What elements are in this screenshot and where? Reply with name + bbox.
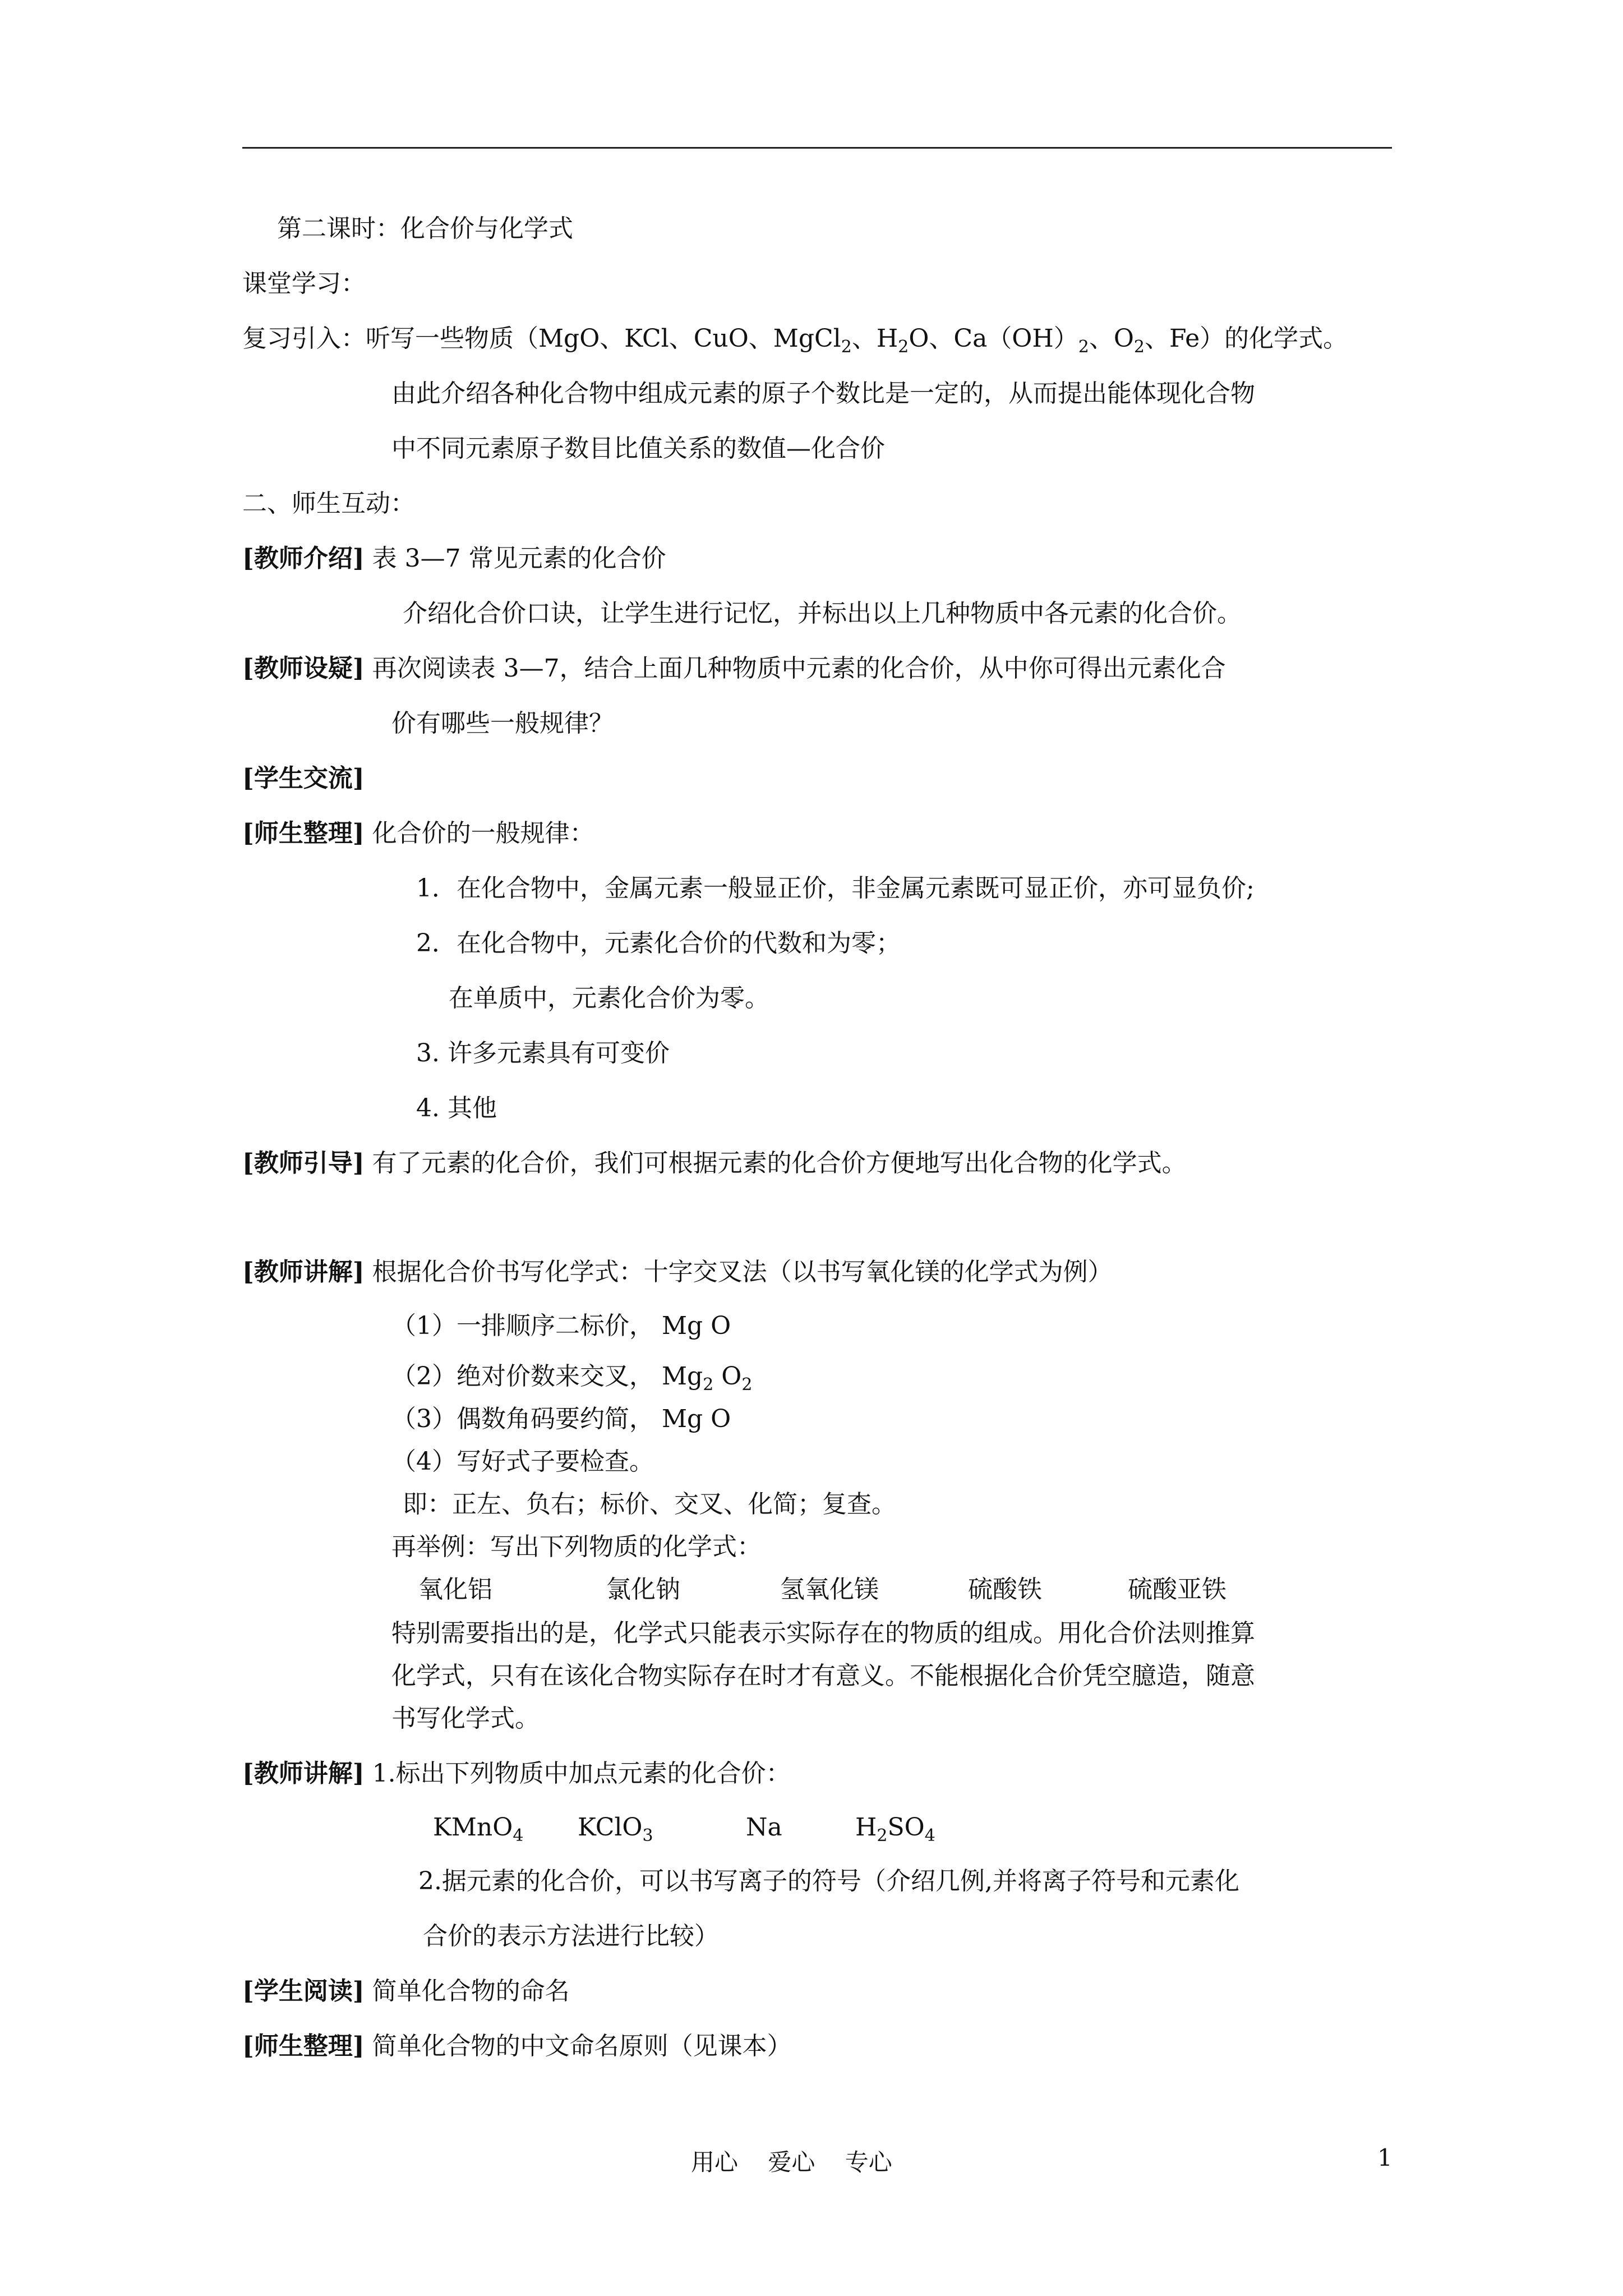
note-line: 书写化学式。: [391, 1704, 540, 1733]
review-label: 复习引入：: [242, 324, 366, 353]
tag-label: [教师讲解]: [242, 1759, 365, 1788]
note-line: 化学式，只有在该化合物实际存在时才有意义。不能根据化合价凭空臆造，随意: [391, 1662, 1255, 1690]
compound-formula: $H_2SO_4$: [855, 1813, 935, 1846]
rule-item: 1．在化合物中，金属元素一般显正价，非金属元素既可显正价，亦可显负价;: [416, 874, 1255, 903]
student-exchange: [242, 763, 365, 794]
review-line-2: 由此介绍各种化合物中组成元素的原子个数比是一定的，从而提出能体现化合物: [391, 379, 1255, 408]
example-item: 硫酸铁: [968, 1575, 1042, 1604]
teacher-guide: [242, 1148, 1187, 1179]
example-item: 氢氧化镁: [780, 1575, 879, 1604]
compound-formula: KClO$_3$: [578, 1813, 653, 1846]
rule-item: 4. 其他: [416, 1094, 497, 1122]
teacher-explain-2-text: 1.标出下列物质中加点元素的化合价：: [372, 1759, 791, 1788]
rule-item: 2．在化合物中，元素化合价的代数和为零；: [416, 929, 901, 958]
tag-label: [教师讲解]: [242, 1258, 365, 1286]
item-2-line-1: 2.据元素的化合价，可以书写离子的符号（介绍几例,并将离子符号和元素化: [418, 1867, 1239, 1895]
student-read-text: 简单化合物的命名: [372, 1977, 570, 2005]
summary-2: [242, 2031, 792, 2062]
example-list: [418, 1574, 1227, 1605]
step-2: （2）绝对价数来交叉， $Mg_2$ $O_2$: [391, 1362, 753, 1395]
tag-label: [师生整理]: [242, 819, 365, 848]
rule-item: 3. 许多元素具有可变价: [416, 1039, 670, 1068]
header-rule: [242, 147, 1392, 149]
review-intro: [242, 323, 1348, 355]
example-item: 氯化钠: [606, 1575, 680, 1604]
item-2-line-2: 合价的表示方法进行比较）: [423, 1922, 719, 1950]
teacher-intro-line-2: 介绍化合价口诀，让学生进行记忆，并标出以上几种物质中各元素的化合价。: [403, 599, 1242, 628]
teacher-intro: [242, 543, 666, 574]
review-line-3: 中不同元素原子数目比值关系的数值—化合价: [391, 434, 885, 463]
tag-label: [教师引导]: [242, 1149, 365, 1177]
summary-1: [242, 818, 594, 849]
tag-label: [教师设疑]: [242, 654, 365, 683]
compound-formula: KMnO$_4$: [433, 1813, 524, 1846]
footer-motto: 用心 爱心 专心: [691, 2148, 892, 2176]
tag-label: [教师介绍]: [242, 544, 365, 573]
teacher-question-text: 再次阅读表 3—7，结合上面几种物质中元素的化合价，从中你可得出元素化合: [372, 654, 1226, 683]
teacher-explain-2: [242, 1758, 791, 1789]
example-item: 氧化铝: [418, 1575, 492, 1604]
rule-item: 在单质中，元素化合价为零。: [449, 984, 769, 1013]
teacher-explain-1-text: 根据化合价书写化学式：十字交叉法（以书写氧化镁的化学式为例）: [372, 1258, 1113, 1286]
student-read: [242, 1976, 570, 2007]
steps-summary: 即：正左、负右；标价、交叉、化简；复查。: [403, 1490, 896, 1519]
teacher-question-line-2: 价有哪些一般规律？: [391, 709, 614, 738]
classroom-heading: 课堂学习：: [242, 269, 366, 298]
section-heading: 二、师生互动：: [242, 489, 415, 518]
example-item: 硫酸亚铁: [1128, 1575, 1227, 1604]
step-1: （1）一排顺序二标价， Mg O: [391, 1312, 731, 1340]
step-3: （3）偶数角码要约简， Mg O: [391, 1405, 731, 1433]
page-number: 1: [1377, 2144, 1393, 2171]
teacher-explain-1: [242, 1257, 1113, 1288]
teacher-question: [242, 653, 1226, 684]
compound-list: [433, 1812, 935, 1846]
teacher-guide-text: 有了元素的化合价，我们可根据元素的化合价方便地写出化合物的化学式。: [372, 1149, 1187, 1177]
lesson-title: 第二课时：化合价与化学式: [277, 214, 573, 243]
note-line: 特别需要指出的是，化学式只能表示实际存在的物质的组成。用化合价法则推算: [391, 1619, 1255, 1648]
summary-1-text: 化合价的一般规律：: [372, 819, 594, 848]
tag-label: [学生阅读]: [242, 1977, 365, 2005]
example-intro: 再举例：写出下列物质的化学式：: [391, 1533, 762, 1561]
teacher-intro-text: 表 3—7 常见元素的化合价: [372, 544, 666, 573]
tag-label: [师生整理]: [242, 2032, 365, 2060]
step-4: （4）写好式子要检查。: [391, 1447, 654, 1476]
compound-formula: Na: [746, 1813, 782, 1842]
review-text: 听写一些物质（MgO、KCl、CuO、MgCl$_2$、$H_2O$、$Ca(OH)_2$、$O_2$、Fe）的化学式。: [366, 324, 1348, 357]
summary-2-text: 简单化合物的中文命名原则（见课本）: [372, 2032, 792, 2060]
tag-label: [学生交流]: [242, 764, 365, 793]
